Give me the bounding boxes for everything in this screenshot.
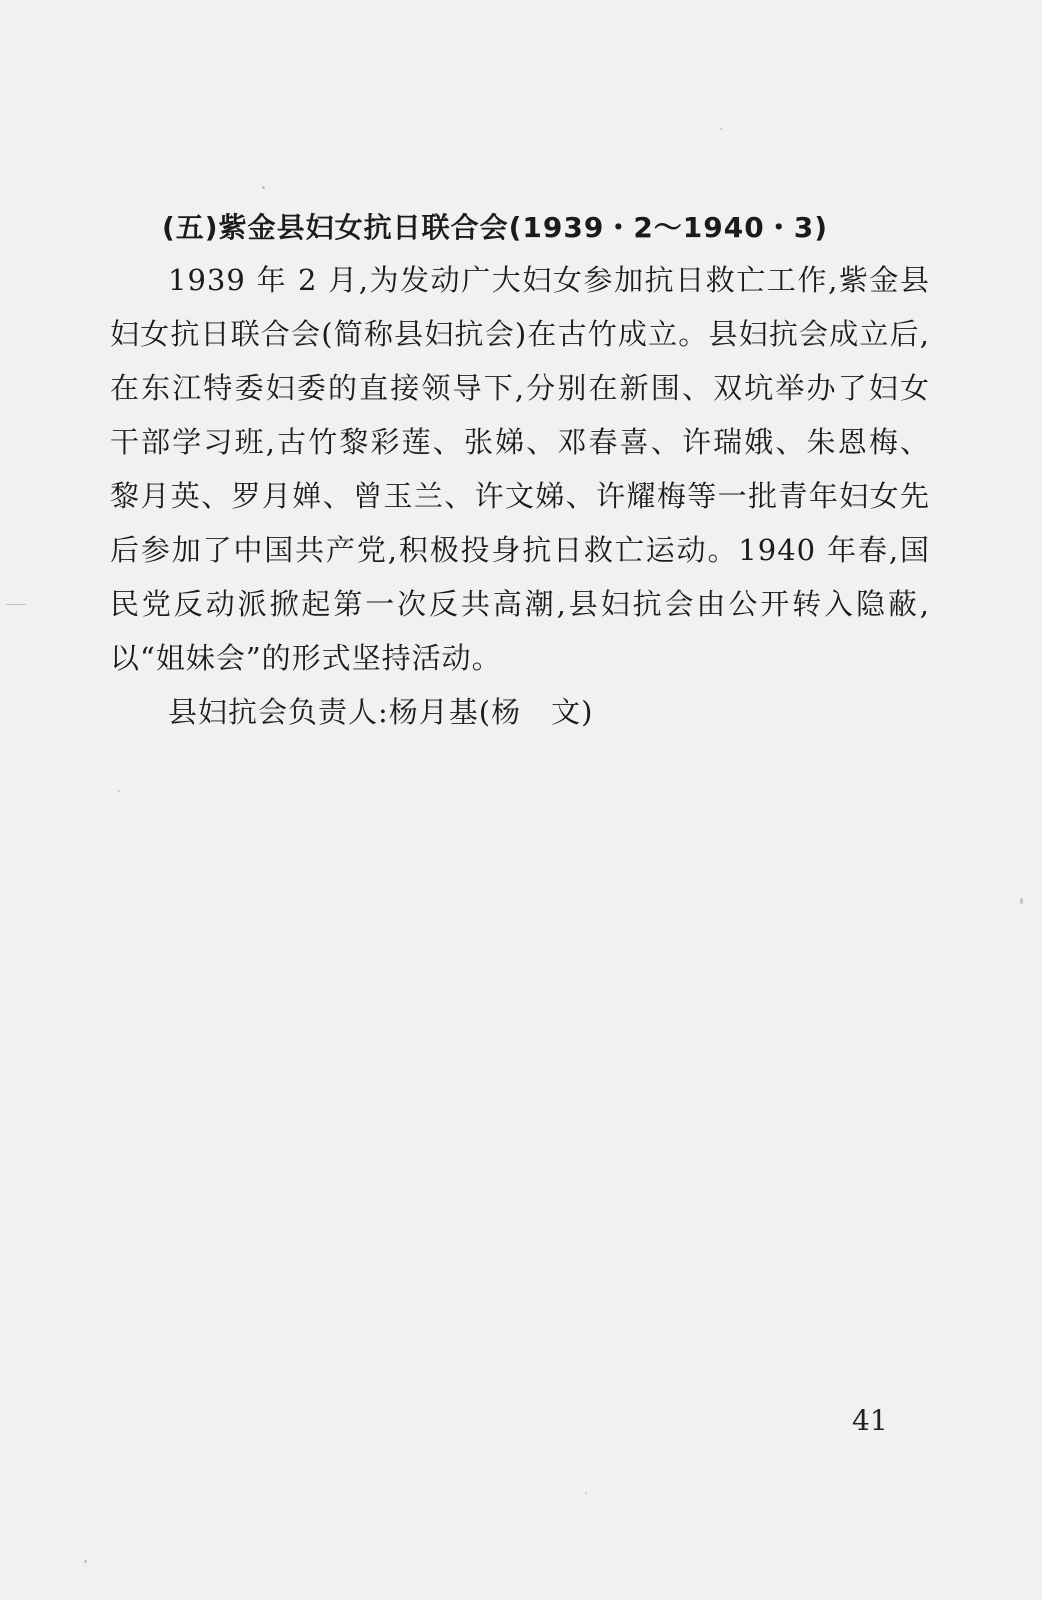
scan-speck [585,1492,587,1494]
body-paragraph: 1939 年 2 月,为发动广大妇女参加抗日救亡工作,紫金县妇女抗日联合会(简称县妇抗会)在古竹成立。县妇抗会成立后,在东江特委妇委的直接领导下,分别在新围、双坑举办了妇女干部学习班,古竹黎彩莲、张娣、邓春喜、许瑞娥、朱恩梅、黎月英、罗月婵、曾玉兰、许文娣、许耀梅等一批青年妇女先后参加了中国共产党,积极投身抗日救亡运动。1940 年春,国民党反动派掀起第一次反共高潮,县妇抗会由公开转入隐蔽,以“姐妹会”的形式坚持活动。 [110,263,930,675]
responsible-person-line: 县妇抗会负责人:杨月基(杨 文) [168,695,594,729]
scan-speck [118,790,120,792]
scan-speck [262,186,265,189]
section-text [110,205,930,739]
page-number: 41 [852,1404,888,1437]
scan-speck [720,128,722,130]
section-heading: (五)紫金县妇女抗日联合会(1939・2～1940・3) [162,211,829,244]
scan-speck [84,1560,87,1563]
scan-speck [6,604,26,605]
scan-speck [1020,898,1023,904]
